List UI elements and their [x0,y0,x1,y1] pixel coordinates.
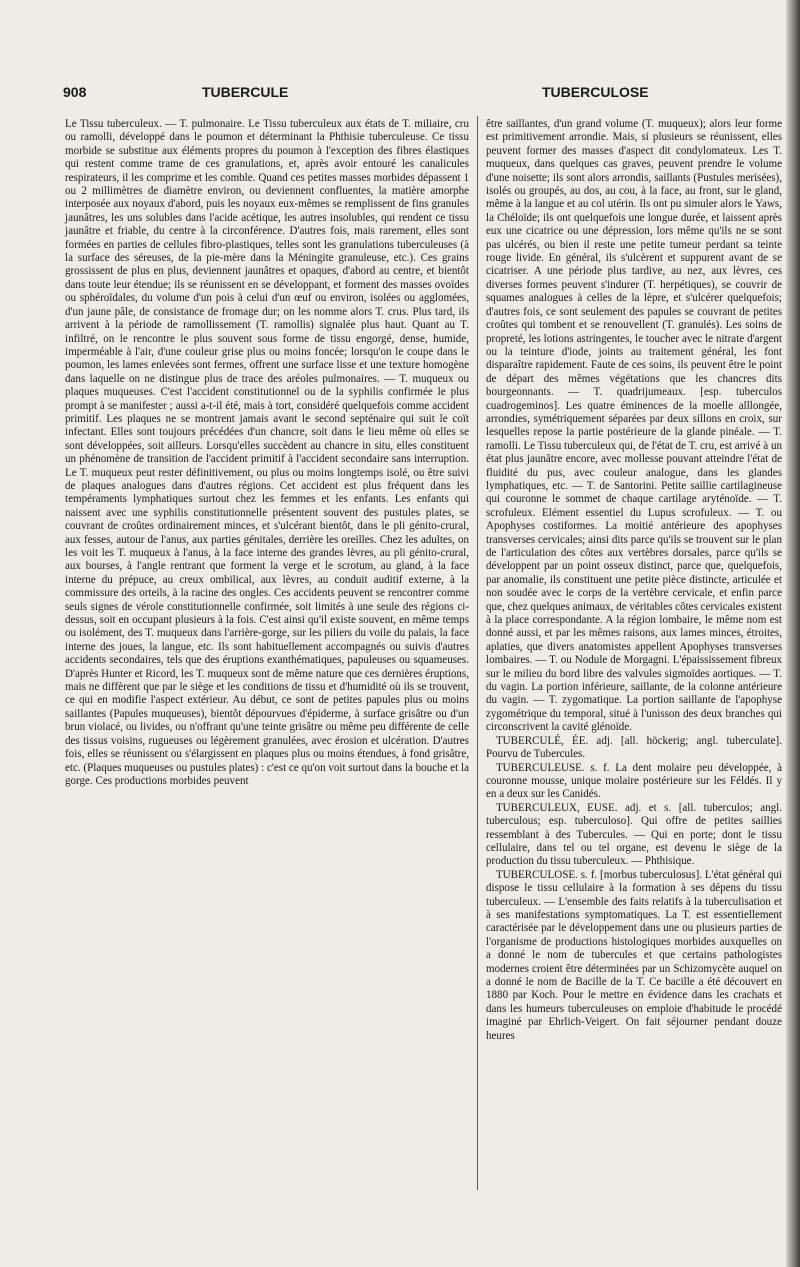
left-column [65,118,469,788]
entry-tuberculeuse: TUBERCULEUSE. s. f. La dent molaire peu développée, à couronne mousse, unique molaire postérieure sur les Féldés. Il y en a deux sur les Canidés. [486,761,782,801]
running-head-left: TUBERCULE [202,84,289,100]
page-header [0,84,786,108]
column-divider [477,116,478,1190]
left-column-paragraph: Le Tissu tuberculeux. — T. pulmonaire. Le Tissu tuberculeux aux états de T. miliaire, cru ou ramolli, développé dans le poumon et déterminant la Phthisie tuberculeuse. Ce tissu morbide se substitue aux éléments propres du poumon à l'exception des fibres élastiques qui restent comme trame de ces granulations, et, après avoir entouré les canalicules respirateurs, il les comprime et les comble. Quand ces petites masses morbides dépassent 1 ou 2 millimètres de diamètre environ, ou deviennent confluentes, la matière amorphe interposée aux noyaux d'abord, puis les noyaux eux-mêmes se remplissent de fins granules jaunâtres, les uns solubles dans l'acide acétique, les autres insolubles, qui rendent ce tissu jaunâtre et friable, du centre à la circonférence. D'autres fois, mais rarement, elles sont formées en parties de cellules fibro-plastiques, telles sont les granulations tuberculeuses (à la surface des séreuses, de la pie-mère dans la Méningite granuleuse, etc.). Ces grains grossissent de plus en plus, deviennent jaunâtres et opaques, d'abord au centre, et bientôt dans toute leur étendue; ils se réunissent en se développant, et forment des masses ovoïdes ou sphéroïdales, du volume d'un pois à celui d'un œuf ou environ, isolées ou agglomées, d'un jaune pâle, de consistance de fromage dur; on les nomme alors T. crus. Plus tard, ils arrivent à la période de ramollissement (T. ramollis) signalée plus haut. Quant au T. infiltré, on le rencontre le plus souvent sous forme de tissu engorgé, dense, humide, imperméable à l'air, d'une couleur grise plus ou moins foncée; lorsqu'on le coupe dans le poumon, les lames enlevées sont fermes, offrent une surface lisse et une texture homogène dans laquelle on ne distingue plus de trace des aréoles pulmonaires. — T. muqueux ou plaques muqueuses. C'est l'accident constitutionnel ou de la syphilis confirmée le plus prompt à se manifester ; aussi a-t-il été, mais à tort, considéré quelquefois comme accident primitif. Les plaques ne se montrent jamais avant le second septénaire qui suit le coït infectant. Elles sont toujours précédées d'un chancre, soit dans le lieu même où elles se sont développées, soit ailleurs. Lorsqu'elles succèdent au chancre in situ, elles constituent un phénomène de transition de l'accident primitif à l'accident secondaire sans interruption. Le T. muqueux peut rester définitivement, ou plus ou moins longtemps isolé, ou être suivi de plaques analogues dans d'autres régions. Cet accident est plus fréquent dans les tempéraments lymphatiques surtout chez les femmes et les enfants. Les enfants qui naissent avec une syphilis constitutionnelle présentent souvent des pustules plates, se couvrant de croûtes ordinairement minces, et s'ulcérant bientôt, dans le pli génito-crural, aux fesses, autour de l'anus, aux parties génitales, derrière les oreilles. Chez les adultes, on les voit les T. muqueux à l'anus, à la face interne des grandes lèvres, au pli génito-crural, aux bourses, à l'angle rentrant que forment la verge et le scrotum, au gland, à la face interne du prépuce, au creux ombilical, aux lèvres, au conduit auditif externe, à la commissure des orteils, à la racine des ongles. Ces accidents peuvent se rencontrer comme seuls signes de vérole constitutionnelle confirmée, soit limités à une seule des régions ci-dessus, soit en occupant plusieurs à la fois. C'est ainsi qu'il existe souvent, en même temps ou isolément, des T. muqueux dans l'arrière-gorge, sur les piliers du voile du palais, la face interne des joues, la langue, etc. Ils sont habituellement accompagnés ou suivis d'autres accidents secondaires, tels que des éruptions exanthématiques, papuleuses ou squameuses. D'après Hunter et Ricord, les T. muqueux sont de même nature que ces dernières éruptions, mais ne diffèrent que par le siège et les conditions de tissu et d'humidité où ils se trouvent, ce qui en modifie l'aspect extérieur. Au début, ce sont de petites papules plus ou moins saillantes (Papules muqueuses), bientôt dépourvues d'épiderme, à surface grisâtre ou d'un brun violacé, ou livides, ou n'offrant qu'une teinte grisâtre ou même peu différente de celle des tissus voisins, rugueuses ou légèrement granulées, avec érosion et ulcération. D'autres fois, elles se réunissent ou s'élargissent en plaques plus ou moins étendues, à fond grisâtre, etc. (Plaques muqueuses ou pustules plates) : c'est ce qu'on voit surtout dans la bouche et la gorge. Ces productions morbides peuvent [65,118,469,787]
page-number: 908 [63,84,87,100]
entry-tubercule-adj: TUBERCULÉ, ÉE. adj. [all. höckerig; angl. tuberculate]. Pourvu de Tubercules. [486,734,782,761]
running-head-right: TUBERCULOSE [542,84,649,100]
page-edge-shadow [786,0,800,1267]
entry-tuberculose: TUBERCULOSE. s. f. [morbus tuberculosus]. L'état général qui dispose le tissu cellulaire à la formation à ses dépens du tissu tuberculeux. — L'ensemble des faits relatifs à la tuberculisation et à ses manifestations symptomatiques. La T. est essentiellement caractérisée par le développement dans une ou plusieurs parties de l'organisme de productions histologiques morbides auxquelles on a donné le nom de tubercules et que certains pathologistes modernes croient être déterminées par un Schizomycète auquel on a donné le nom de Bacille de la T. Ce bacille a été découvert en 1880 par Koch. Pour le mettre en évidence dans les crachats et dans les humeurs tuberculeuses on emploie d'habitude le procédé imaginé par Ehrlich-Veigert. On fait séjourner pendant douze heures [486,868,782,1042]
right-column [486,118,782,1043]
right-column-paragraph: être saillantes, d'un grand volume (T. muqueux); alors leur forme est primitivement arrondie. Mais, si plusieurs se réunissent, elles peuvent former des masses d'aspect dit condylomateux. Les T. muqueux, dans quelques cas graves, peuvent prendre le volume d'une noisette; ils sont alors arrondis, saillants (Pustules merisées), isolés ou groupés, au dos, au cou, à la face, au front, sur le gland, même à la langue et au col utérin. Ils ont pu simuler alors le Yaws, la Chéloïde; ils ont quelquefois une longue durée, et laissent après eux une cicatrice ou une dépression, lors même qu'ils ne se sont pas ulcérés, ou bien il reste une petite tumeur perdant sa teinte rouge livide. En général, ils s'ulcèrent et suppurent avant de se cicatriser. A une période plus tardive, au nez, aux lèvres, ces diverses formes peuvent s'indurer (T. herpétiques), se couvrir de squames analogues à celles de la lèpre, et s'ulcérer quelquefois; d'autres fois, ce sont seulement des papules se couvrant de petites croûtes qui tombent et se renouvellent (T. granulés). Les soins de propreté, les lotions astringentes, le toucher avec le nitrate d'argent ou la teinture d'iode, joints au traitement général, les font disparaître rapidement. Faute de ces soins, ils peuvent être le point de départ des mêmes végétations que les chancres dits bourgeonnants. — T. quadrijumeaux. [esp. tuberculos cuadrogeminos]. Les quatre éminences de la moelle alllongée, arrondies, symétriquement séparées par deux sillons en croix, sur lesquelles repose la partie postérieure de la glande pinéale. — T. ramolli. Le Tissu tuberculeux qui, de l'état de T. cru, est arrivé à un état plus jaunâtre encore, avec mollesse pouvant atteindre l'état de fluidité du pus, avec couleur analogue, dans les glandes lymphatiques, etc. — T. de Santorini. Petite saillie cartilagineuse qui couronne le sommet de chaque cartilage aryténoïde. — T. scrofuleux. Elément essentiel du Lupus scrofuleux. — T. ou Apophyses costiformes. La moitié antérieure des apophyses transverses cervicales; ainsi dits parce qu'ils se trouvent sur le plan de l'articulation des côtes aux vertèbres dorsales, parce qu'ils se développent par un point osseux distinct, parce que, quelquefois, par anomalie, ils constituent une petite pièce distincte, articulée et non soudée avec le corps de la vertèbre cervicale, et enfin parce que, chez quelques animaux, de véritables côtes cervicales existent à la place correspondante. A la région lombaire, le même nom est donné aussi, et par les mêmes raisons, aux lames minces, étroites, aplaties, que divers anatomistes appellent Apophyses transverses lombaires. — T. ou Nodule de Morgagni. L'épaississement fibreux sur le milieu du bord libre des valvules sigmoïdes aortiques. — T. du vagin. La portion inférieure, saillante, de la colonne antérieure du vagin. — T. zygomatique. La portion saillante de l'apophyse zygométrique du temporal, situé à l'unisson des deux branches qui circonscrivent la cavité glénoïde. [486,118,782,734]
entry-tuberculeux: TUBERCULEUX, EUSE. adj. et s. [all. tuberculos; angl. tuberculous; esp. tuberculoso]. Qui offre de petites saillies ressemblant à des Tubercules. — Qui en porte; dont le tissu cellulaire, dans tel ou tel organe, est devenu le siège de la production du tissu tuberculeux. — Phthisique. [486,801,782,868]
